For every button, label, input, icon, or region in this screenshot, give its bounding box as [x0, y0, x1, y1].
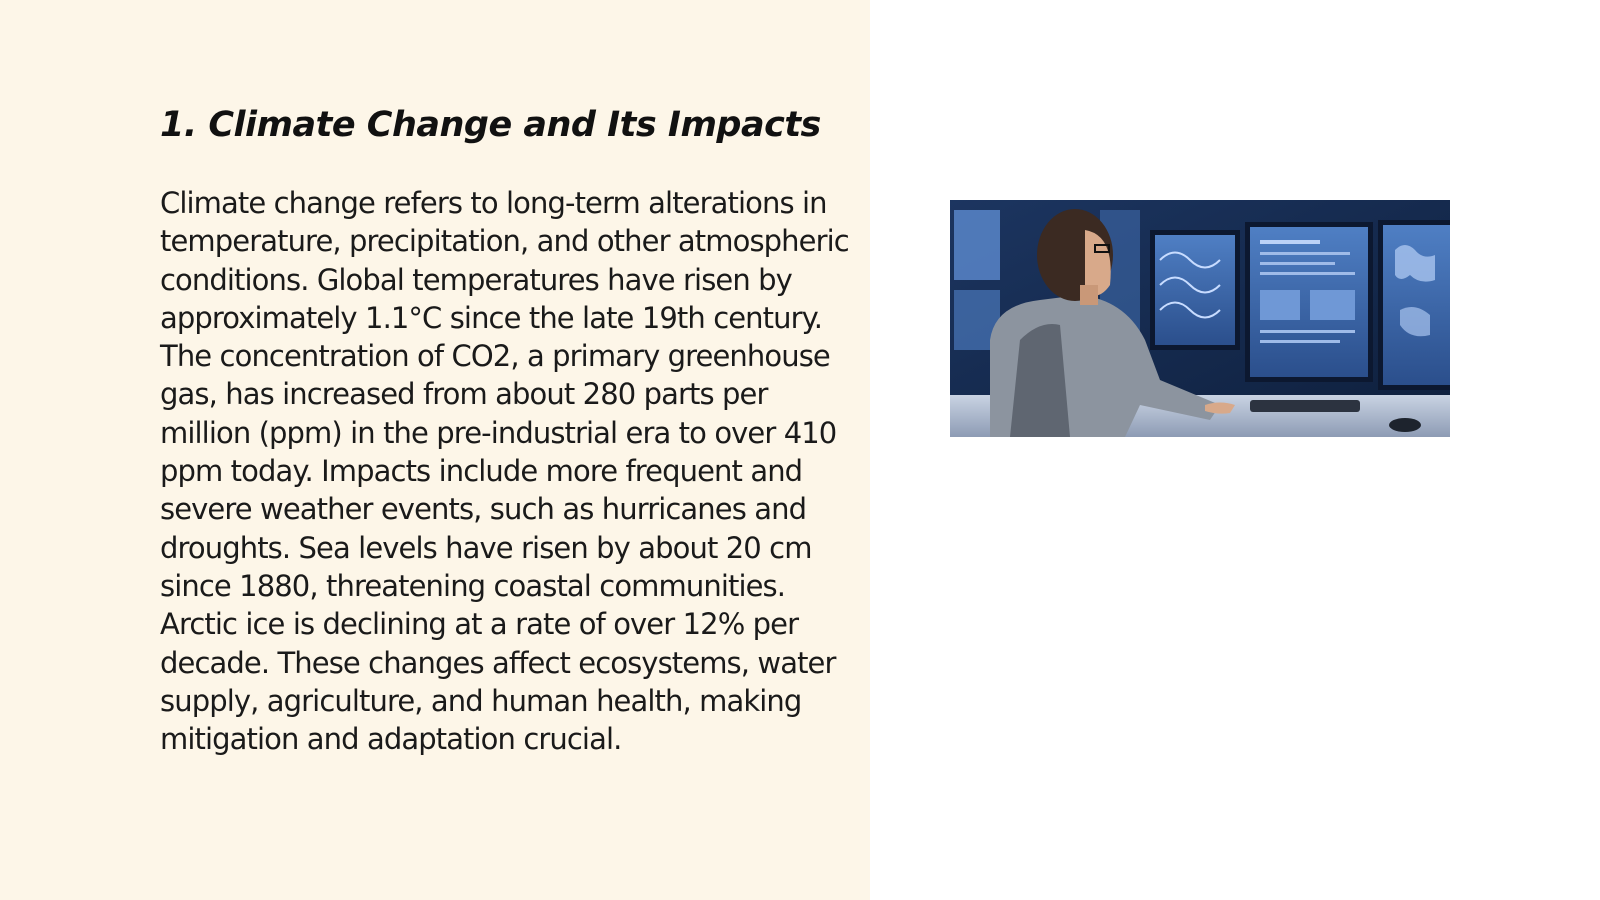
- image-panel: [870, 0, 1600, 900]
- slide-title: 1. Climate Change and Its Impacts: [160, 105, 821, 145]
- monitoring-station-photo: [950, 200, 1450, 437]
- slide-body-text: Climate change refers to long-term alterations in temperature, precipitation, and other atmospheric conditions. Global temperatures have risen by approximately 1.1°C since the late 19th century. The concentration of CO2, a primary greenhouse gas, has increased from about 280 parts per million (ppm) in the pre-industrial era to over 410 ppm today. Impacts include more frequent and severe weather events, such as hurricanes and droughts. Sea levels have risen by about 20 cm since 1880, threatening coastal communities. Arctic ice is declining at a rate of over 12% per decade. These changes affect ecosystems, water supply, agriculture, and human health, making mitigation and adaptation crucial.: [160, 186, 849, 757]
